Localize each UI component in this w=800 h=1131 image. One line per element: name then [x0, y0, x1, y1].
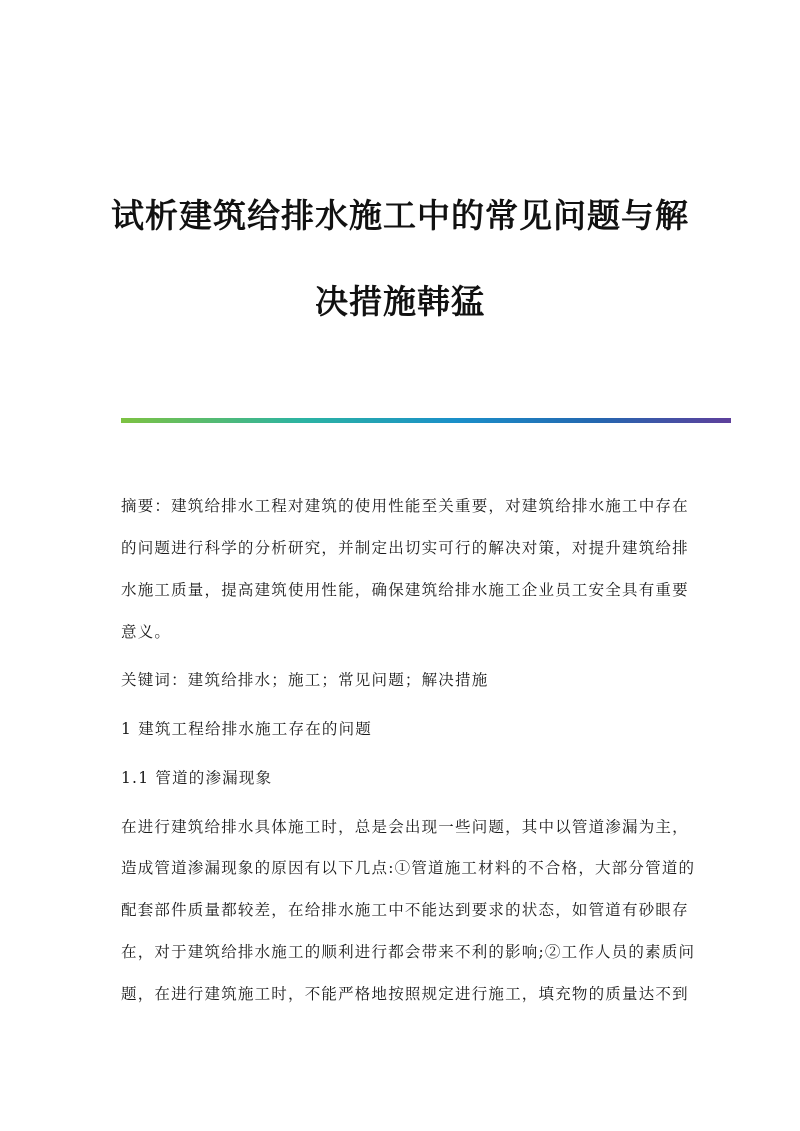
body-line: 题，在进行建筑施工时，不能严格地按照规定进行施工，填充物的质量达不到 [121, 985, 689, 1003]
document-title-line-1: 试析建筑给排水施工中的常见问题与解 [111, 196, 689, 235]
abstract-line: 的问题进行科学的分析研究，并制定出切实可行的解决对策，对提升建筑给排 [121, 539, 689, 557]
keywords: 关键词：建筑给排水；施工；常见问题；解决措施 [121, 671, 489, 689]
body-line: 在，对于建筑给排水施工的顺利进行都会带来不利的影响;②工作人员的素质问 [121, 943, 696, 961]
body-line: 造成管道渗漏现象的原因有以下几点:①管道施工材料的不合格，大部分管道的 [121, 859, 696, 877]
document-title-line-2: 决措施韩猛 [315, 282, 485, 321]
section-heading: 1 建筑工程给排水施工存在的问题 [121, 720, 372, 738]
body-line: 配套部件质量都较差，在给排水施工中不能达到要求的状态，如管道有砂眼存 [121, 901, 689, 919]
title-divider [121, 418, 731, 423]
abstract-line: 水施工质量，提高建筑使用性能，确保建筑给排水施工企业员工安全具有重要 [121, 581, 689, 599]
abstract-line: 意义。 [121, 623, 172, 641]
subsection-heading: 1.1 管道的渗漏现象 [121, 769, 273, 787]
body-line: 在进行建筑给排水具体施工时，总是会出现一些问题，其中以管道渗漏为主， [121, 818, 689, 836]
abstract-line: 摘要：建筑给排水工程对建筑的使用性能至关重要，对建筑给排水施工中存在 [121, 497, 689, 515]
